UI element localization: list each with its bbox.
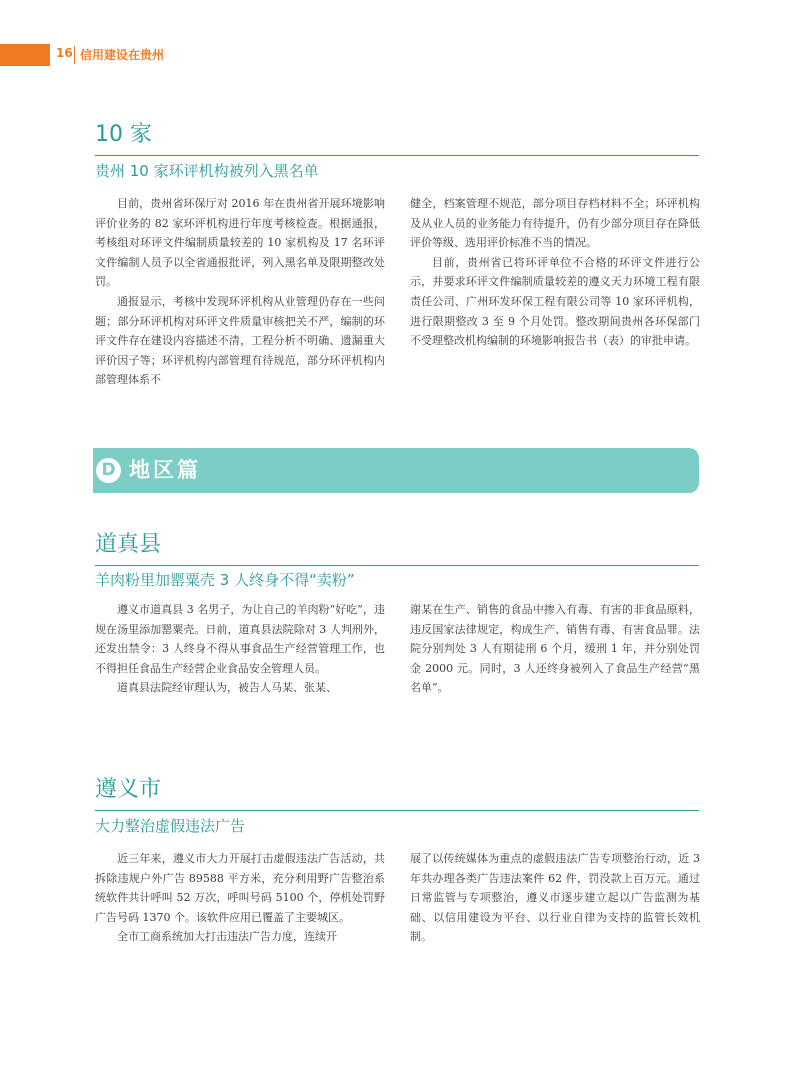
paragraph: 谢某在生产、销售的食品中掺入有毒、有害的非食品原料，违反国家法律规定，构成生产、销售有毒、有害食品罪。法院分别判处 3 人有期徒刑 6 个月，缓刑 1 年，并分别处罚金 2000 元。同时，3 人还终身被列入了食品生产经营“黑名单”。: [410, 603, 700, 695]
section-title-zunyi: 遵义市: [95, 777, 162, 802]
page-number: 16: [56, 46, 73, 60]
section-rule: [95, 565, 699, 566]
article-headline: 贵州 10 家环评机构被列入黑名单: [95, 162, 319, 180]
paragraph: 遵义市道真县 3 名男子，为让自己的羊肉粉“好吃”，违规在汤里添加罂粟壳。日前，道真县法院除对 3 人判刑外，还发出禁令：3 人终身不得从事食品生产经营管理工作，也不得担任食品生产经营企业食品安全管理人员。: [95, 603, 385, 675]
page-header: [0, 44, 300, 66]
running-title: 信用建设在贵州: [80, 48, 165, 62]
chapter-title: 地区篇: [129, 458, 201, 482]
article-column-left: [95, 849, 385, 947]
article-column-left: [95, 194, 385, 390]
paragraph: 通报显示，考核中发现环评机构从业管理仍存在一些问题；部分环评机构对环评文件质量审核把关不严，编制的环评文件存在建设内容描述不清，工程分析不明确、遗漏重大评价因子等；环评机构内部管理有待规范，部分环评机构内部管理体系不: [95, 294, 385, 387]
article-column-right: [410, 194, 700, 351]
paragraph: 近三年来，遵义市大力开展打击虚假违法广告活动，共拆除违规户外广告 89588 平方米，充分利用野广告整治系统软件共计呼叫 52 万次，呼叫号码 5100 个，停机处罚野广告号码 1370 个。该软件应用已覆盖了主要城区。: [95, 852, 385, 924]
chapter-banner: [93, 448, 699, 493]
paragraph: 目前，贵州省已将环评单位不合格的环评文件进行公示，并要求环评文件编制质量较差的遵义天力环境工程有限责任公司、广州环发环保工程有限公司等 10 家环评机构，进行限期整改 3 至 9 个月处罚。整改期间贵州各环保部门不受理整改机构编制的环境影响报告书（表）的审批申请。: [410, 255, 700, 348]
header-accent-bar: [0, 44, 50, 66]
article-headline: 大力整治虚假违法广告: [95, 817, 246, 835]
article-column-right: [410, 849, 700, 947]
article-headline: 羊肉粉里加罂粟壳 3 人终身不得“卖粉”: [95, 571, 355, 589]
article-column-right: [410, 600, 700, 698]
chapter-letter-badge: D: [96, 458, 121, 483]
paragraph: 展了以传统媒体为重点的虚假违法广告专项整治行动，近 3 年共办理各类广告违法案件 62 件，罚没款上百万元。通过日常监管与专项整治，遵义市逐步建立起以广告监测为基础、以信用建设为平台、以行业自律为支持的监管长效机制。: [410, 852, 700, 944]
paragraph: 全市工商系统加大打击违法广告力度，连续开: [117, 930, 337, 944]
section-title-10: 10 家: [95, 122, 152, 147]
paragraph: 健全，档案管理不规范，部分项目存档材料不全；环评机构及从业人员的业务能力有待提升，仍有少部分项目存在降低评价等级、选用评价标准不当的情况。: [410, 197, 700, 250]
paragraph: 道真县法院经审理认为，被告人马某、张某、: [117, 681, 337, 695]
section-rule: [95, 155, 699, 156]
paragraph: 目前，贵州省环保厅对 2016 年在贵州省开展环境影响评价业务的 82 家环评机构进行年度考核检查。根据通报，考核组对环评文件编制质量较差的 10 家机构及 17 名环评文件编制人员予以全省通报批评，列入黑名单及限期整改处罚。: [95, 197, 385, 289]
header-divider: [74, 46, 75, 64]
section-title-daozhen: 道真县: [95, 532, 162, 557]
article-column-left: [95, 600, 385, 698]
section-rule: [95, 810, 699, 811]
